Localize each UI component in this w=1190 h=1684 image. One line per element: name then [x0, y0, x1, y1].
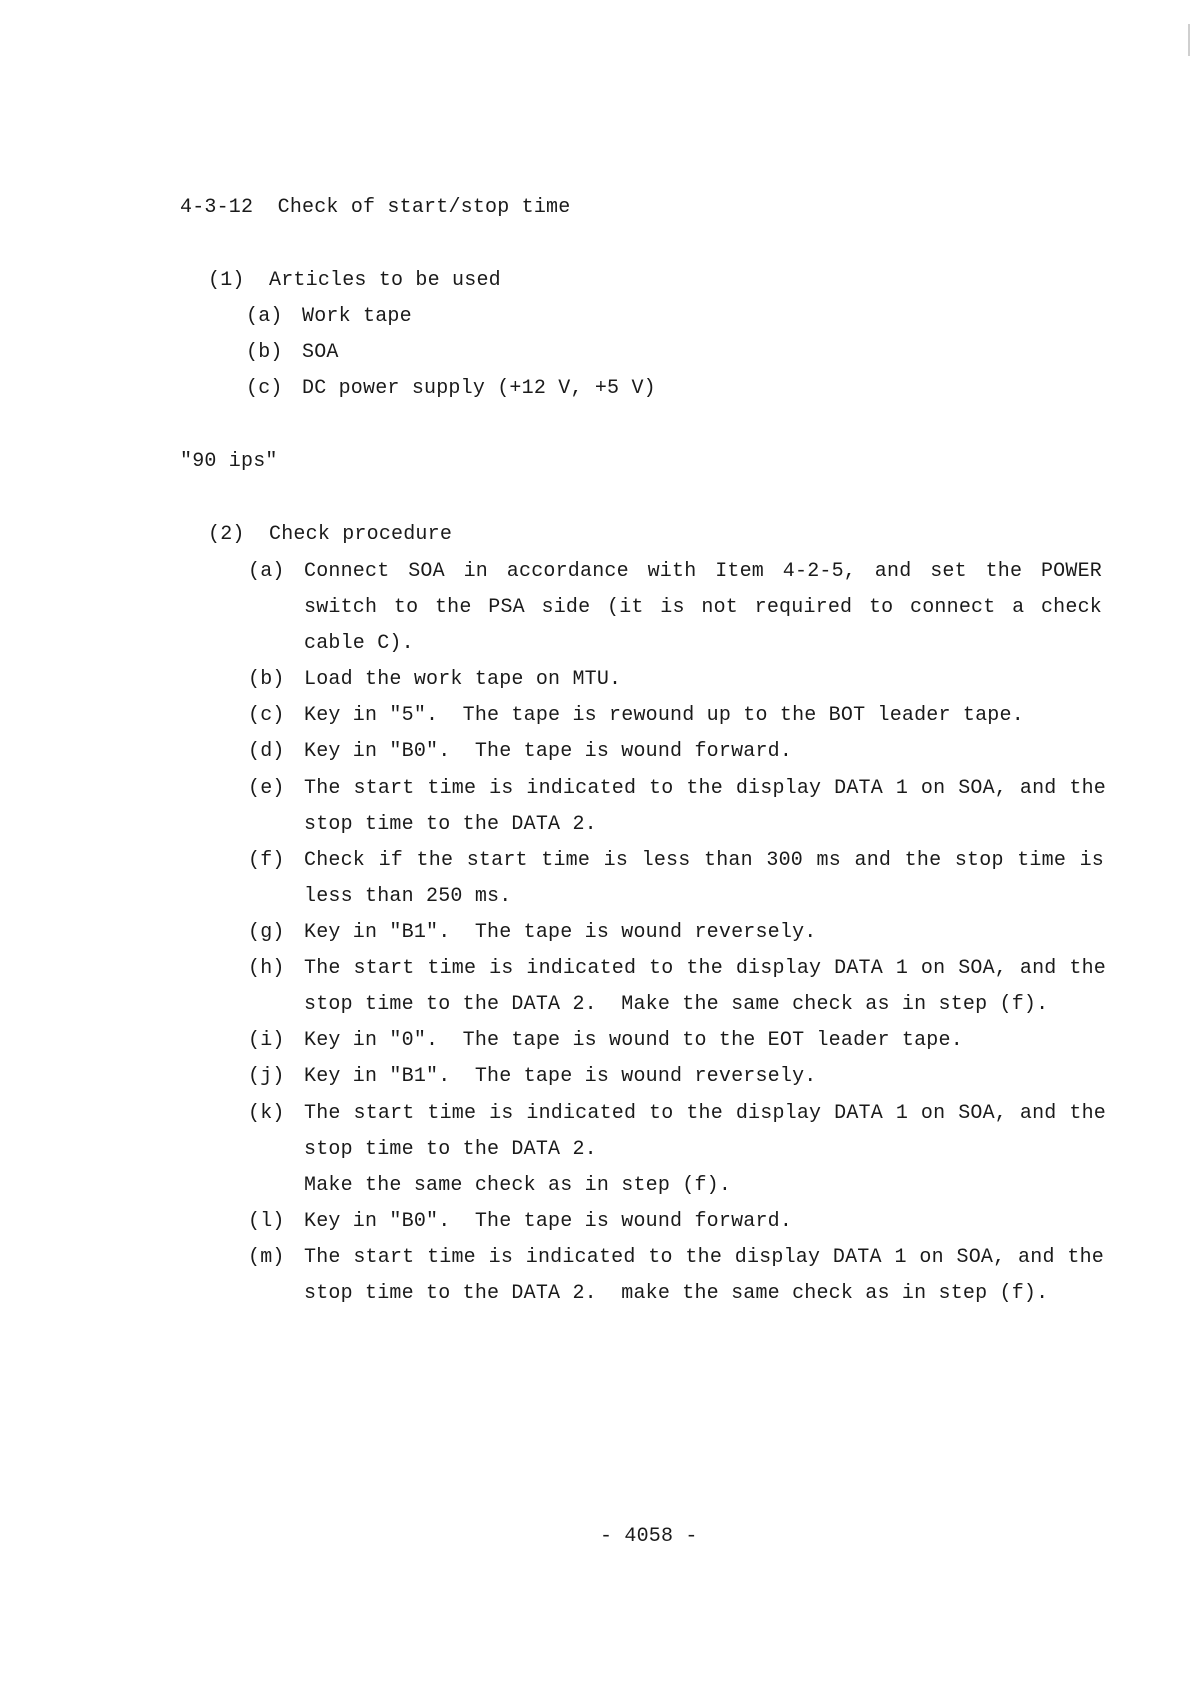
- step-i-line-1: Key in "0". The tape is wound to the EOT leader tape.: [304, 1029, 963, 1052]
- step-marker-f: (f): [248, 849, 285, 872]
- step-marker-d: (d): [248, 740, 285, 763]
- section-heading: 4-3-12 Check of start/stop time: [180, 196, 571, 219]
- step-k-line-3: Make the same check as in step (f).: [304, 1174, 732, 1197]
- step-k-line-2: stop time to the DATA 2.: [304, 1138, 597, 1161]
- articles-title: (1) Articles to be used: [208, 269, 501, 292]
- procedure-title: (2) Check procedure: [208, 523, 453, 546]
- step-a-line-3: cable C).: [304, 632, 414, 655]
- step-marker-j: (j): [248, 1065, 285, 1088]
- step-marker-b: (b): [248, 668, 285, 691]
- article-marker-b: (b): [246, 341, 283, 364]
- step-h-line-1: The start time is indicated to the display DATA 1 on SOA, and the: [304, 957, 1106, 980]
- step-m-line-2: stop time to the DATA 2. make the same check as in step (f).: [304, 1282, 1049, 1305]
- article-text-b: SOA: [302, 341, 339, 364]
- article-marker-a: (a): [246, 305, 283, 328]
- speed-label: "90 ips": [180, 450, 278, 473]
- step-marker-g: (g): [248, 921, 285, 944]
- step-marker-e: (e): [248, 777, 285, 800]
- step-g-line-1: Key in "B1". The tape is wound reversely.: [304, 921, 817, 944]
- step-f-line-1: Check if the start time is less than 300 ms and the stop time is: [304, 849, 1104, 872]
- step-m-line-1: The start time is indicated to the display DATA 1 on SOA, and the: [304, 1246, 1104, 1269]
- step-e-line-1: The start time is indicated to the display DATA 1 on SOA, and the: [304, 777, 1106, 800]
- step-k-line-1: The start time is indicated to the display DATA 1 on SOA, and the: [304, 1102, 1106, 1125]
- step-marker-m: (m): [248, 1246, 285, 1269]
- step-a-line-2: switch to the PSA side (it is not required to connect a check: [304, 596, 1102, 619]
- step-marker-l: (l): [248, 1210, 285, 1233]
- page-number: - 4058 -: [600, 1525, 698, 1548]
- step-h-line-2: stop time to the DATA 2. Make the same check as in step (f).: [304, 993, 1049, 1016]
- article-marker-c: (c): [246, 377, 283, 400]
- step-l-line-1: Key in "B0". The tape is wound forward.: [304, 1210, 793, 1233]
- step-marker-a: (a): [248, 560, 285, 583]
- step-marker-i: (i): [248, 1029, 285, 1052]
- step-b-line-1: Load the work tape on MTU.: [304, 668, 622, 691]
- step-c-line-1: Key in "5". The tape is rewound up to the BOT leader tape.: [304, 704, 1024, 727]
- step-marker-c: (c): [248, 704, 285, 727]
- article-text-c: DC power supply (+12 V, +5 V): [302, 377, 656, 400]
- step-j-line-1: Key in "B1". The tape is wound reversely.: [304, 1065, 817, 1088]
- step-d-line-1: Key in "B0". The tape is wound forward.: [304, 740, 793, 763]
- step-f-line-2: less than 250 ms.: [304, 885, 512, 908]
- article-text-a: Work tape: [302, 305, 412, 328]
- step-e-line-2: stop time to the DATA 2.: [304, 813, 597, 836]
- step-marker-k: (k): [248, 1102, 285, 1125]
- step-a-line-1: Connect SOA in accordance with Item 4-2-5, and set the POWER: [304, 560, 1102, 583]
- step-marker-h: (h): [248, 957, 285, 980]
